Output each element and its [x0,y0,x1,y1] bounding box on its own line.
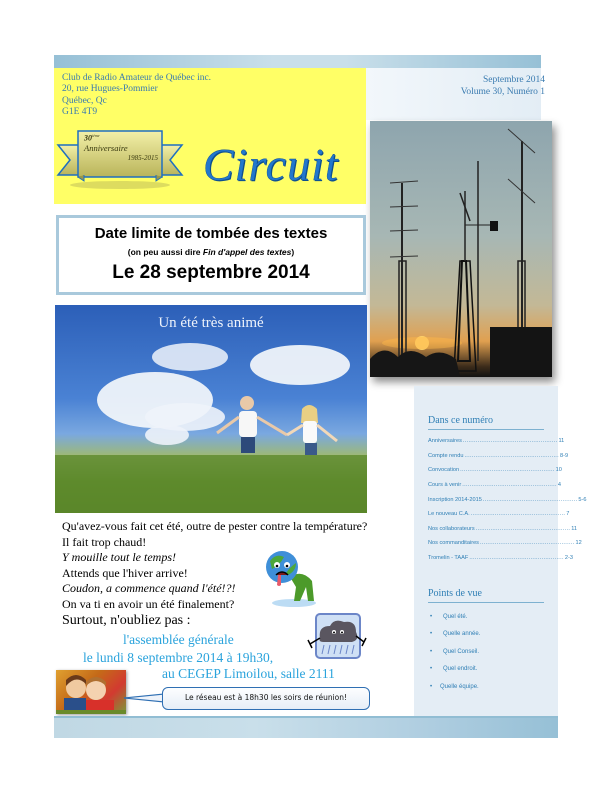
issue-date: Septembre 2014 [482,75,545,85]
newsletter-title: Circuit [203,139,339,190]
pov-item [430,661,480,679]
pov-text: Quel endroit. [443,666,478,673]
toc-leader-dots: ................................................... [475,525,571,532]
toc-label: Convocation [428,467,460,474]
toc-leader-dots: ................................................... [479,540,575,547]
children-thumbnail-photo [56,670,126,714]
toc-label: Inscription 2014-2015 [428,496,482,503]
body-line: Coudon, a commence quand l'été!?! [62,581,236,596]
toc-item-cours[interactable] [428,478,561,493]
toc-page: 12 [575,540,582,547]
deadline-notice [56,215,366,295]
toc-item-anniversaires[interactable] [428,434,565,449]
table-of-contents [428,434,587,565]
body-line: Il fait trop chaud! [62,534,147,549]
bullet-icon: • [430,666,433,673]
toc-item-tromelin[interactable] [428,551,573,566]
issue-volume: Volume 30, Numéro 1 [460,86,545,97]
deadline-sub-prefix: (on peu aussi dire [127,247,203,257]
toc-leader-dots: ................................................... [462,482,557,489]
antenna-towers-photo [370,121,552,377]
toc-item-commanditaires[interactable] [428,536,582,551]
ribbon-years: 1985-2015 [127,153,158,162]
club-name: Club de Radio Amateur de Québec inc. [62,73,212,83]
toc-leader-dots: ................................................... [469,555,564,562]
toc-label: Compte rendu [428,452,464,459]
toc-leader-dots: ................................................... [482,496,578,503]
issue-info [385,75,545,98]
toc-label: Tromelin - TAAF [428,555,469,562]
body-line: Y mouille tout le temps! [62,550,176,565]
toc-label: Nos commanditaires [428,540,479,547]
deadline-sub-italic: Fin d'appel des textes [202,247,292,257]
event-line-assembly: l'assemblée générale [123,632,234,647]
club-address [62,73,211,118]
toc-label: Nos collaborateurs [428,525,475,532]
event-line-location: au CEGEP Limoilou, salle 2111 [162,666,335,681]
bullet-icon: • [430,613,433,620]
event-line-date: le lundi 8 septembre 2014 à 19h30, [83,650,274,665]
toc-label: Le nouveau C.A. [428,511,470,518]
pov-text: Quel Conseil. [443,648,480,655]
network-callout: Le réseau est à 18h30 les soirs de réunion! [162,687,370,710]
toc-item-collaborateurs[interactable] [428,522,578,537]
pov-text: Quelle année. [443,631,481,638]
points-de-vue-list [430,608,480,696]
toc-item-convocation[interactable] [428,463,562,478]
toc-page: 2-3 [564,555,573,562]
toc-item-inscription[interactable] [428,492,587,507]
club-street: 20, rue Hugues-Pommier [62,84,158,95]
pov-text: Quelle équipe. [440,683,479,690]
deadline-date: Le 28 septembre 2014 [112,262,310,283]
toc-label: Anniversaires [428,438,462,445]
toc-item-compte-rendu[interactable] [428,449,569,464]
ribbon-label: Anniversaire [84,142,128,153]
body-line: Attends que l'hiver arrive! [62,565,188,580]
toc-leader-dots: ................................................... [464,452,560,459]
toc-page: 4 [557,482,561,489]
toc-leader-dots: ................................................... [460,467,555,474]
rain-cloud-icon [306,612,368,662]
toc-leader-dots: ................................................... [470,511,566,518]
ribbon-suffix: ième [92,133,100,138]
photo-caption: Un été très animé [158,315,264,331]
anniversary-ribbon-text [84,133,158,162]
deadline-sub-suffix: ) [291,247,295,257]
melting-earth-icon [262,547,322,609]
toc-label: Cours à venir [428,482,462,489]
points-de-vue-heading: Points de vue [428,588,544,603]
toc-page: 11 [571,525,578,532]
pov-item [430,608,480,626]
toc-page: 8-9 [560,452,569,459]
club-city: Québec, Qc [62,95,107,106]
callout-pointer-icon [124,693,164,703]
pov-item [430,643,480,661]
summer-kids-photo [55,305,367,513]
ribbon-number: 30 [84,133,92,143]
club-postal-code: G1E 4T9 [62,106,98,117]
toc-page: 10 [555,467,562,474]
bullet-icon: • [430,631,433,638]
deadline-title: Date limite de tombée des textes [94,225,328,242]
toc-heading: Dans ce numéro [428,415,544,430]
body-line: Qu'avez-vous fait cet été, outre de pester contre la température? [62,519,368,533]
toc-item-nouveau-ca[interactable] [428,507,570,522]
pov-text: Quel été. [443,613,468,620]
body-line: On va ti en avoir un été finalement? [62,596,235,611]
deadline-subtitle [59,247,363,257]
toc-leader-dots: ................................................... [462,438,558,445]
bottom-banner-bar [54,716,558,738]
toc-page: 7 [566,511,570,518]
bullet-icon: • [430,648,433,655]
toc-page: 5-6 [578,496,587,503]
pov-item [430,626,480,644]
pov-item [430,678,480,696]
bullet-icon: • [430,683,433,690]
reminder-line: Surtout, n'oubliez pas : [62,613,191,628]
toc-page: 11 [558,438,565,445]
top-banner-bar [54,55,541,68]
